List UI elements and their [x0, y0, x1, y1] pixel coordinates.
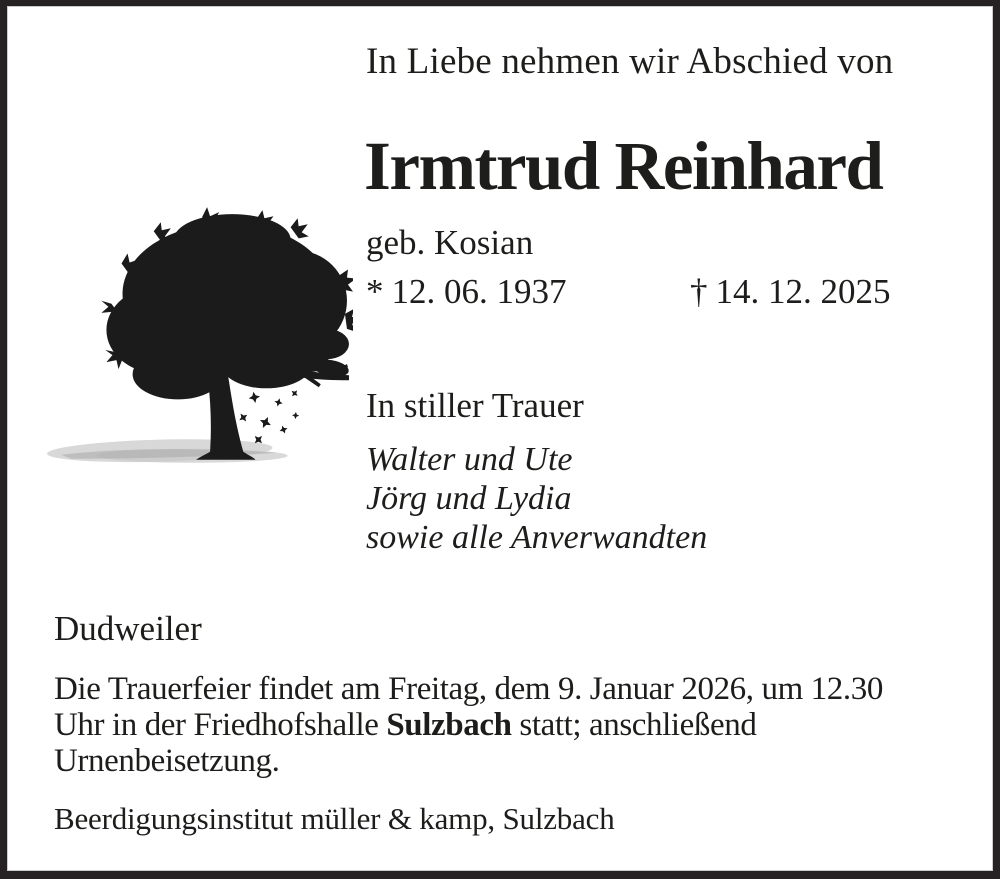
birth-date: 12. 06. 1937 — [391, 272, 567, 311]
mourner-line: Walter und Ute — [366, 441, 573, 478]
mourning-heading: In stiller Trauer — [366, 386, 584, 425]
ceremony-text-before: Die Trauerfeier findet am Freitag, dem 9. Januar 2026, um 12.30 Uhr in der Friedhofshalle — [54, 671, 883, 743]
intro-line: In Liebe nehmen wir Abschied von — [366, 41, 894, 82]
birth-date-group — [366, 272, 690, 312]
funeral-home-line: Beerdigungsinstitut müller & kamp, Sulzbach — [54, 801, 615, 836]
died-dagger-icon: † — [690, 272, 708, 311]
death-date-group — [690, 272, 891, 312]
mourners-list — [366, 440, 707, 557]
deceased-name: Irmtrud Reinhard — [364, 128, 883, 204]
ceremony-paragraph — [54, 671, 938, 779]
maiden-name-line: geb. Kosian — [366, 223, 534, 262]
mourner-line: Jörg und Lydia — [366, 480, 572, 517]
ceremony-text-after: statt; anschließend Urnenbeisetzung. — [54, 707, 757, 779]
place-line: Dudweiler — [54, 609, 202, 648]
tree-shadow — [47, 437, 288, 465]
life-dates-row — [366, 272, 891, 312]
ceremony-location-highlight: Sulzbach — [386, 707, 512, 743]
mourner-line: sowie alle Anverwandten — [366, 519, 708, 556]
death-date: 14. 12. 2025 — [715, 272, 891, 311]
tree-silhouette-with-falling-leaves-icon — [41, 205, 353, 477]
born-star-icon: * — [366, 272, 384, 311]
